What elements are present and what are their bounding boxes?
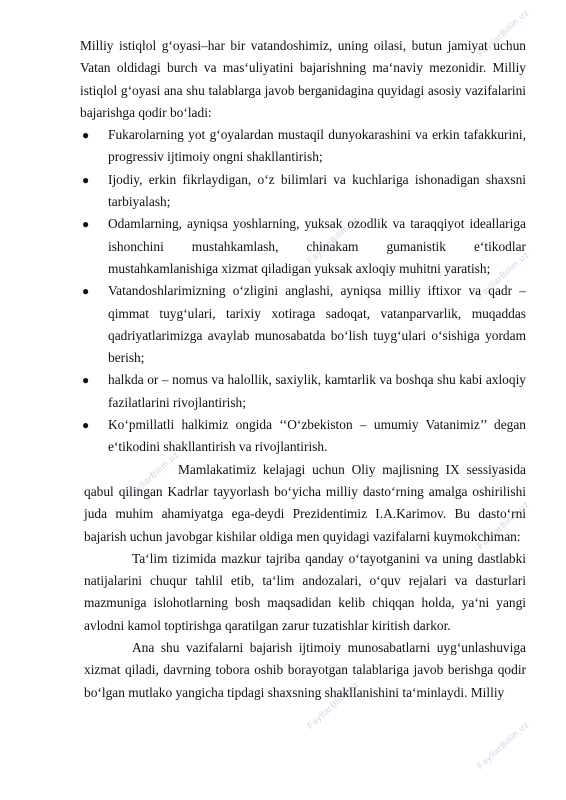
- watermark: FayllarBilim.uz: [475, 719, 531, 771]
- paragraph-education: Ta‘lim tizimida mazkur tajriba qanday o‘tayotganini va uning dastlabki natijalarini chuqur tahlil etib, ta‘lim andozalari, o‘quv rejalari va dasturlari mazmuniga islohotlarning bosh maqsadidan kelib chiqqan holda, ya‘ni yangi avlodni kamol toptirishga qaratilgan zarur tuzatishlar kiritish darkor.: [84, 550, 526, 633]
- bullet-icon: ●: [82, 128, 90, 143]
- list-item: ● Odamlarning, ayniqsa yoshlarning, yuksak ozodlik va taraqqiyot ideallariga ishonchini mustahkamlash, chinakam gumanistik e‘tikodlar mustahkamlanishiga xizmat qiladigan yuksak axloqiy muhitni yaratish;: [80, 213, 526, 280]
- bullet-icon: ●: [82, 172, 90, 187]
- watermark: FayllarBilim.uz: [475, 7, 531, 59]
- bullet-icon: ●: [82, 217, 90, 232]
- bullet-icon: ●: [82, 418, 90, 433]
- bullet-icon: ●: [82, 373, 90, 388]
- watermark: FayllarBilim.uz: [475, 499, 531, 551]
- watermark: FayllarBilim.uz: [475, 249, 531, 301]
- intro-paragraph: Milliy istiqlol g‘oyasi–har bir vatandoshimiz, uning oilasi, butun jamiyat uchun Vatan oldidagi burch va mas‘uliyatini bajarishning ma‘naviy mezonidir. Milliy istiqlol g‘oyasi ana shu talablarga javob berganidagina quyidagi asosiy vazifalarini bajarishga qodir bo‘ladi:: [80, 38, 526, 120]
- list-item: ● Fukarolarning yot g‘oyalardan mustaqil dunyokarashini va erkin tafakkurini, progressiv ijtimoiy ongni shakllantirish;: [80, 124, 526, 169]
- watermark: FayllarBilim.uz: [305, 214, 361, 266]
- watermark: FayllarBilim.uz: [305, 679, 361, 731]
- list-item: ● Vatandoshlarimizning o‘zligini anglashi, ayniqsa milliy iftixor va qadr – qimmat tuyg‘ulari, tarixiy xotiraga sadoqat, vatanparvarlik, muqaddas qadriyatlarimizga avaylab munosabatda bo‘lish tuyg‘ulari o‘sishiga yordam berish;: [80, 280, 526, 369]
- watermark: FayllarBilim.uz: [125, 449, 181, 501]
- list-item: ● Ijodiy, erkin fikrlaydigan, o‘z bilimlari va kuchlariga ishonadigan shaxsni tarbiyalash;: [80, 169, 526, 214]
- paragraph-program: Mamlakatimiz kelajagi uchun Oliy majlisning IX sessiyasida qabul qilingan Kadrlar tayyorlash bo‘yicha milliy dasto‘rning amalga oshirilishi juda muhim ahamiyatga ega-deydi Prezidentimiz I.A.Karimov. Bu dasto‘rni bajarish uchun javobgar kishilar oldiga men quyidagi vazifalarni kuymokchiman:: [84, 461, 526, 544]
- list-item: ● Ko‘pmillatli halkimiz ongida ‘‘O‘zbekiston – umumiy Vatanimiz’’ degan e‘tikodini shakllantirish va rivojlantirish.: [80, 414, 526, 459]
- document-body: [80, 35, 526, 704]
- list-item: ● halkda or – nomus va halollik, saxiylik, kamtarlik va boshqa shu kabi axloqiy fazilatlarini rivojlantirish;: [80, 369, 526, 414]
- bullet-icon: ●: [82, 284, 90, 299]
- paragraph-tasks: Ana shu vazifalarni bajarish ijtimoiy munosabatlarni uyg‘unlashuviga xizmat qiladi, davrning tobora oshib borayotgan talablariga javob berishga qodir bo‘lgan mutlako yangicha tipdagi shaxsning shakllanishini ta‘minlaydi. Milliy: [84, 640, 526, 700]
- task-list: [80, 124, 526, 458]
